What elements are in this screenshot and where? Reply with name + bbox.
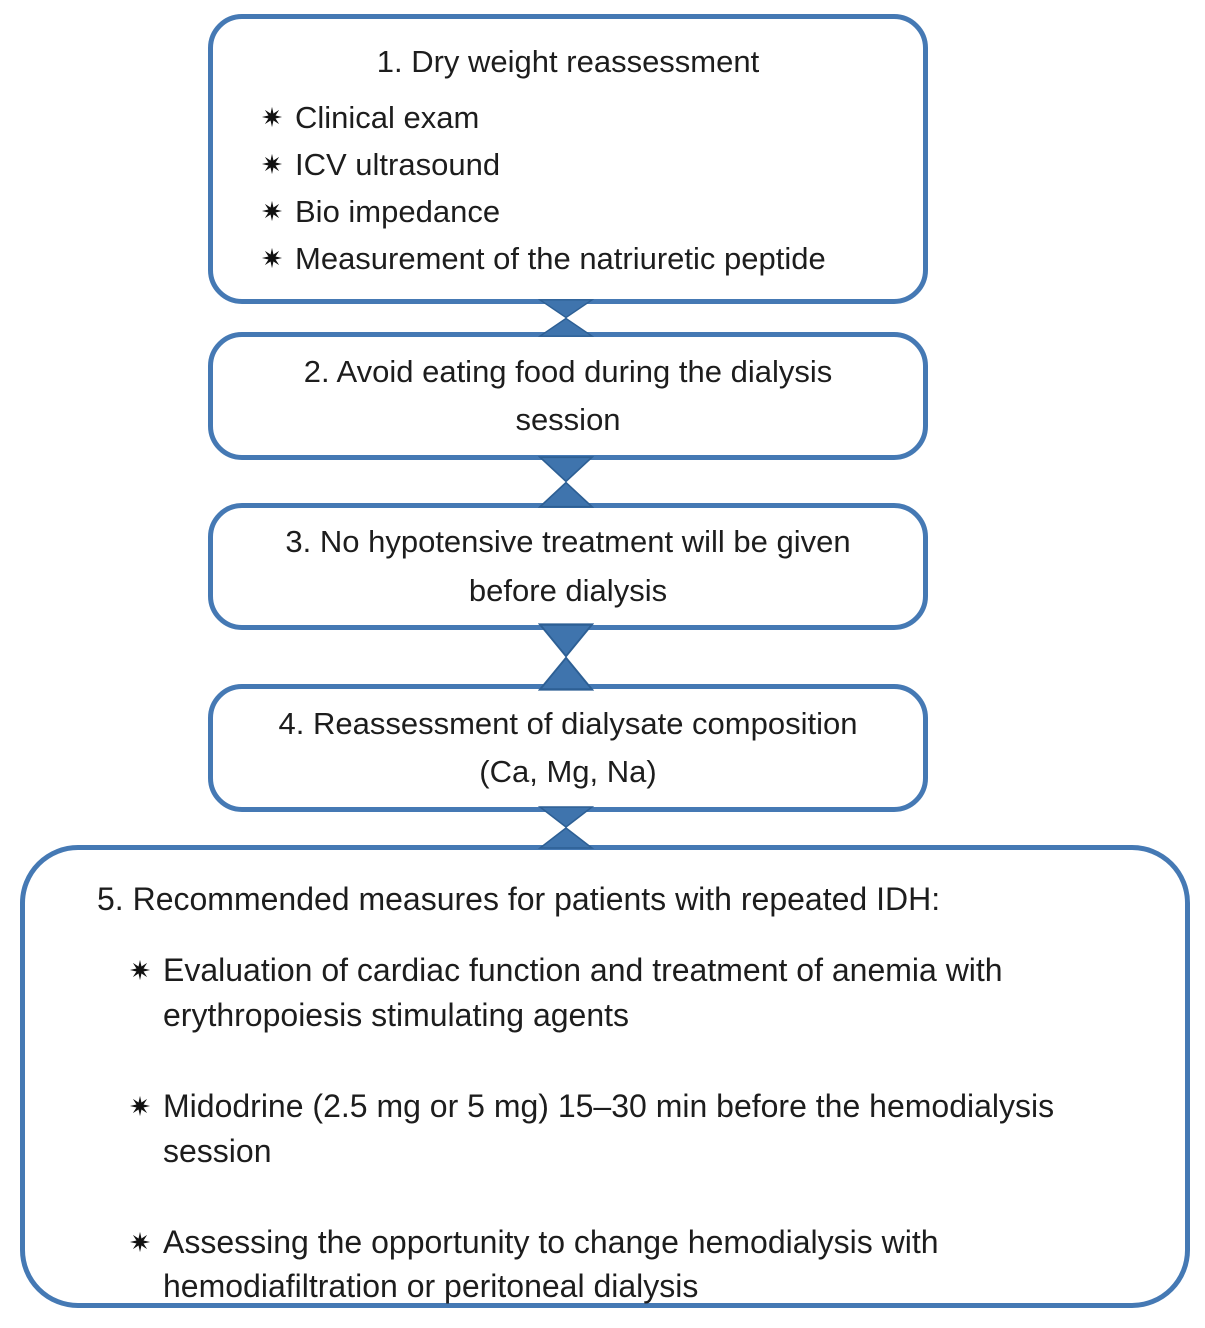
list-item: [261, 188, 905, 235]
hourglass-flow-connector-icon: [538, 806, 594, 849]
eight-point-star-icon: [261, 247, 283, 269]
step-5-title: 5. Recommended measures for patients with repeated IDH:: [97, 881, 941, 917]
bullet-text: Assessing the opportunity to change hemodialysis with hemodiafiltration or peritoneal dialysis: [163, 1223, 939, 1305]
step-4-title: 4. Reassessment of dialysate composition (Ca, Mg, Na): [278, 705, 858, 789]
step-2-box: [208, 332, 928, 460]
eight-point-star-icon: [129, 1095, 151, 1117]
step-5-bullet-list: [129, 948, 1130, 1309]
bullet-text: ICV ultrasound: [295, 147, 501, 183]
list-item: [261, 235, 905, 282]
eight-point-star-icon: [129, 959, 151, 981]
list-item: [129, 1084, 1130, 1174]
eight-point-star-icon: [261, 153, 283, 175]
list-item: [261, 94, 905, 141]
bullet-text: Measurement of the natriuretic peptide: [295, 241, 826, 277]
step-2-title: 2. Avoid eating food during the dialysis session: [303, 353, 833, 437]
hourglass-flow-connector-icon: [538, 623, 594, 691]
hourglass-flow-connector-icon: [538, 456, 594, 508]
step-1-box: [208, 14, 928, 304]
bullet-text: Clinical exam: [295, 100, 480, 136]
eight-point-star-icon: [129, 1231, 151, 1253]
bullet-text: Bio impedance: [295, 194, 501, 230]
hourglass-flow-connector-icon: [538, 299, 594, 337]
list-item: [261, 141, 905, 188]
step-5-box: [20, 845, 1190, 1308]
step-3-box: [208, 503, 928, 630]
eight-point-star-icon: [261, 200, 283, 222]
step-3-title: 3. No hypotensive treatment will be given before dialysis: [285, 524, 851, 608]
step-1-title: 1. Dry weight reassessment: [376, 44, 760, 79]
step-4-box: [208, 684, 928, 812]
list-item: [129, 948, 1130, 1038]
bullet-text: Evaluation of cardiac function and treatment of anemia with erythropoiesis stimulating agents: [163, 952, 1003, 1034]
step-1-bullet-list: [213, 94, 923, 282]
bullet-text: Midodrine (2.5 mg or 5 mg) 15–30 min before the hemodialysis session: [163, 1087, 1055, 1169]
list-item: [129, 1220, 1130, 1310]
eight-point-star-icon: [261, 106, 283, 128]
